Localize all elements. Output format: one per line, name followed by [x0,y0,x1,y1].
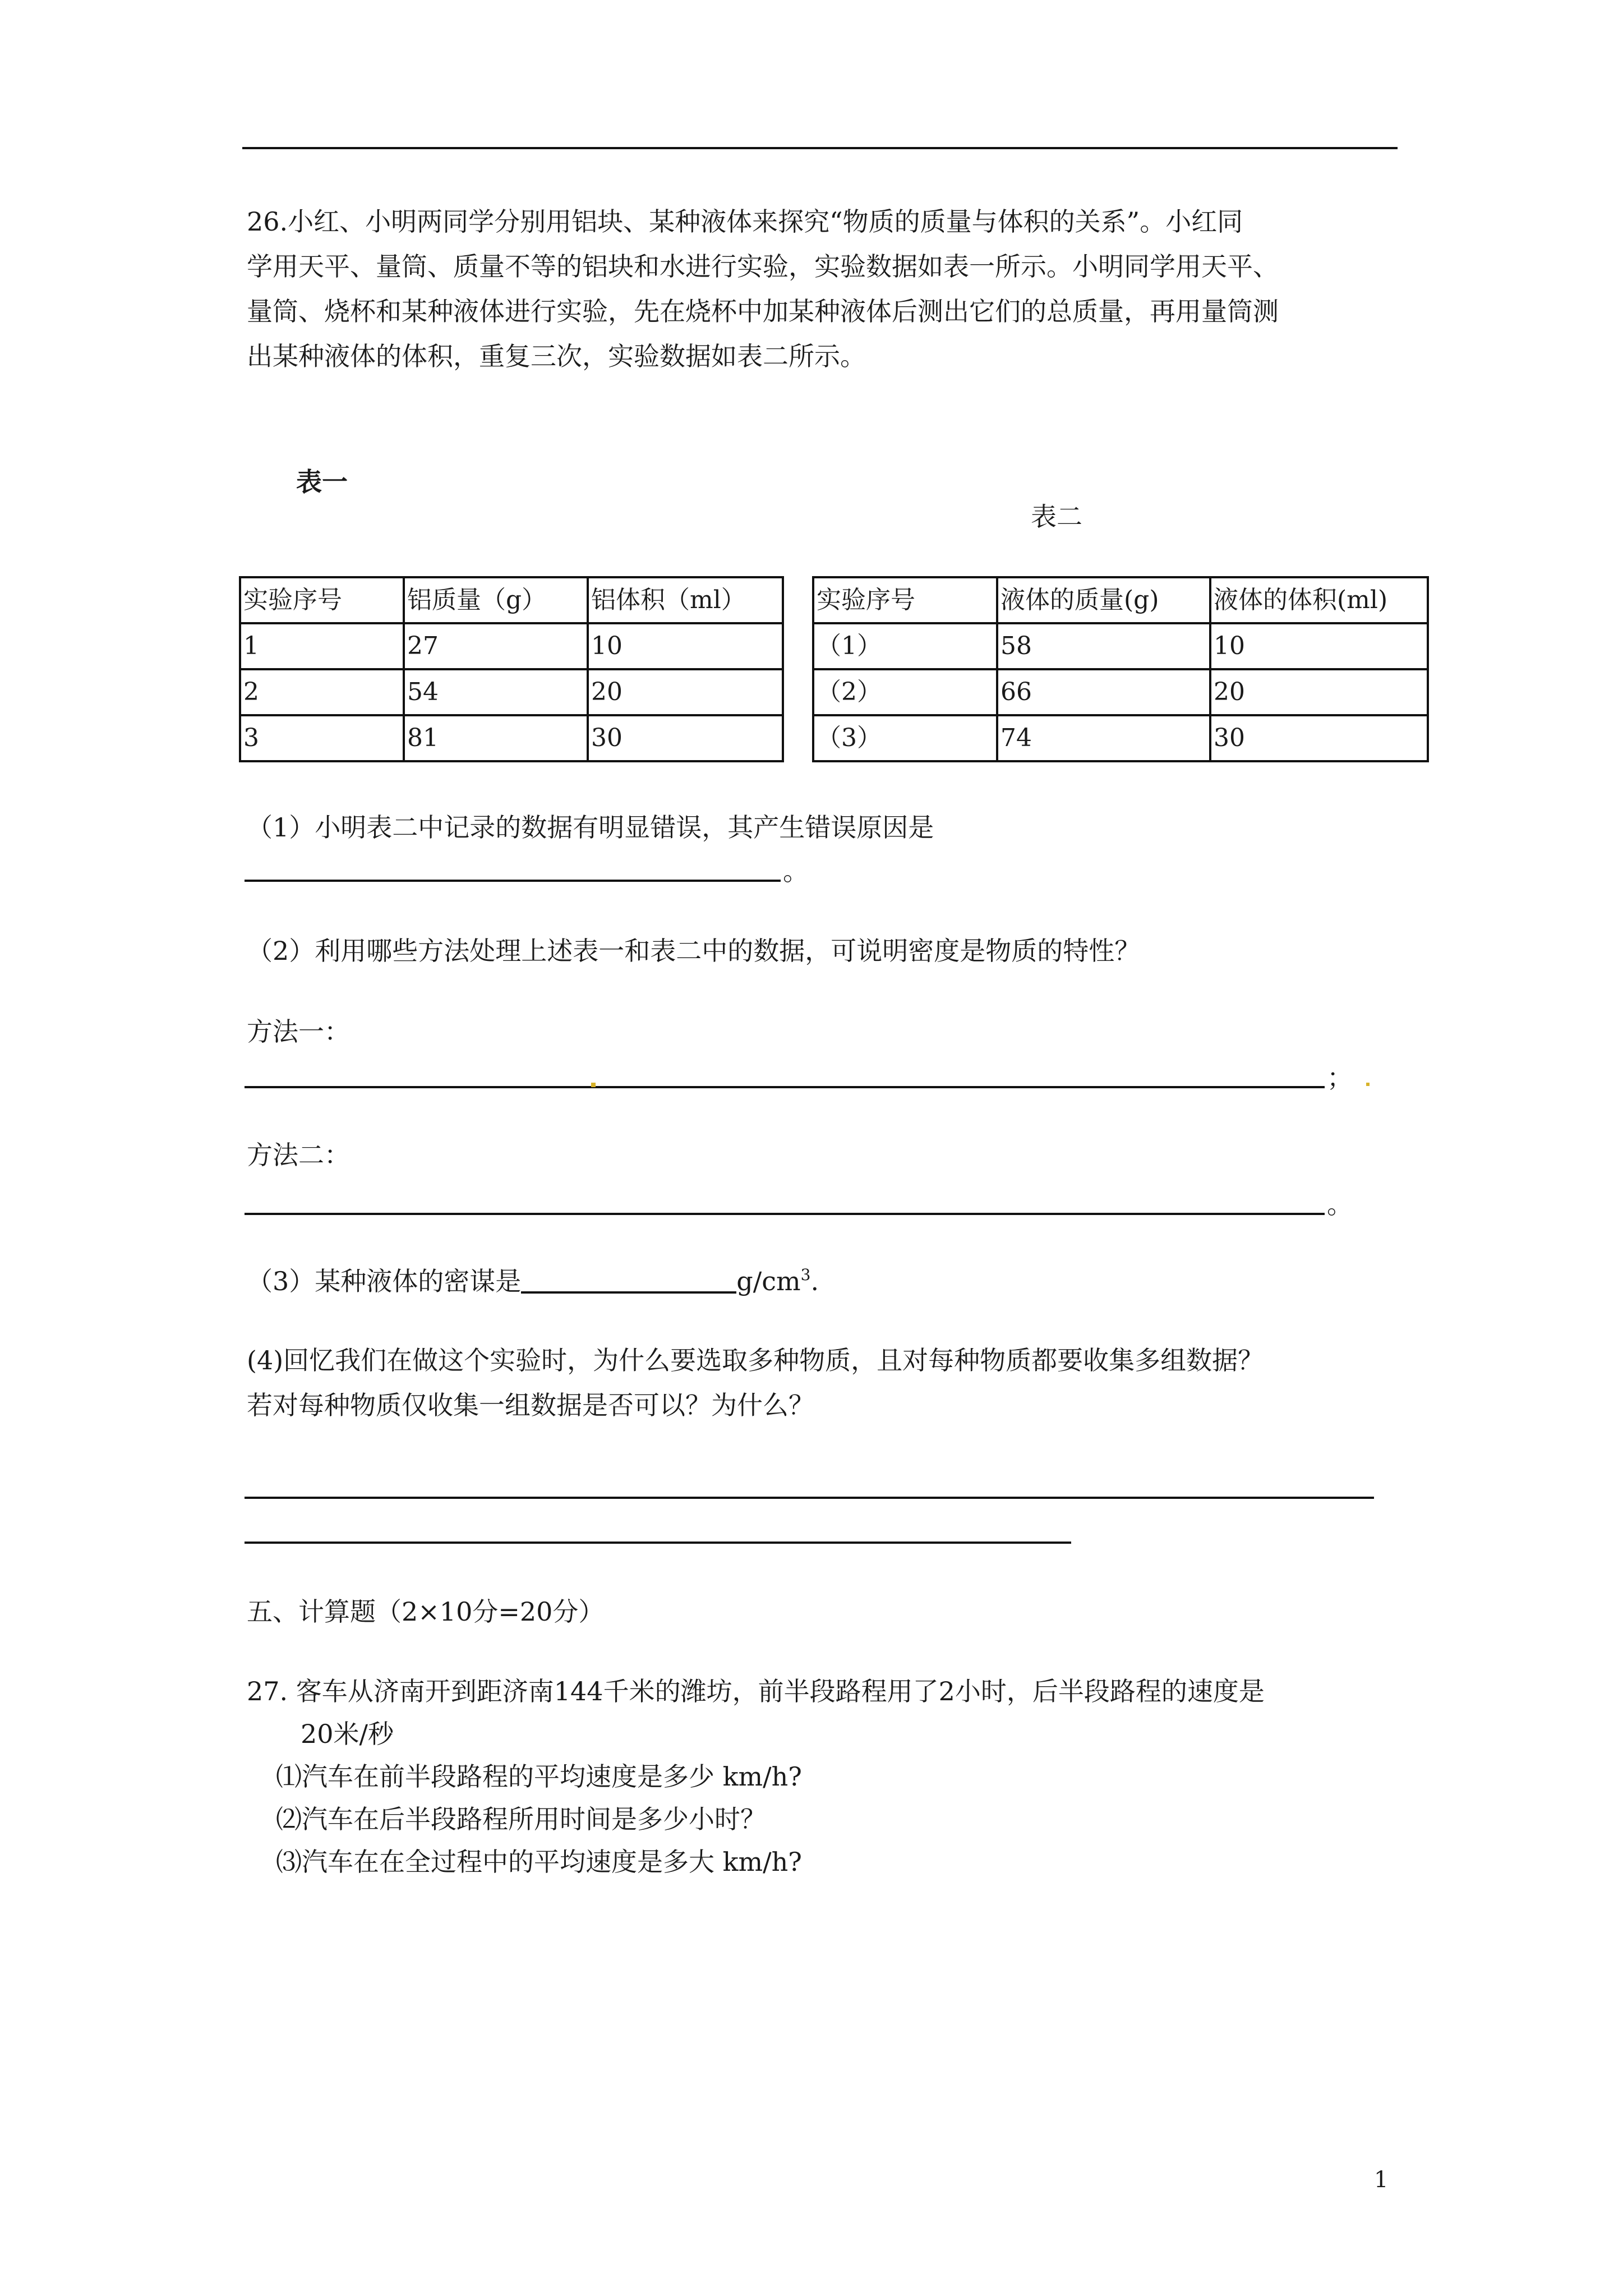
table-header-cell: 实验序号 [240,577,404,623]
table-cell: 74 [997,715,1210,761]
answer-blank-4-line-2[interactable] [245,1542,1071,1544]
answer-blank-method-1[interactable] [245,1086,1325,1088]
table-cell: 30 [1210,715,1428,761]
answer-blank-density[interactable] [521,1267,736,1294]
table-row [240,715,783,761]
table-header-row [240,577,783,623]
method-2-end: 。 [1327,1189,1353,1220]
table-header-cell: 液体的体积(ml) [1210,577,1428,623]
table-header-cell: 铝质量（g） [404,577,588,623]
table-row [813,669,1428,715]
table-cell: （1） [813,623,997,669]
table-header-cell: 铝体积（ml） [588,577,783,623]
subquestion-4-line-1: (4)回忆我们在做这个实验时，为什么要选取多种物质，且对每种物质都要收集多组数据？ [247,1345,1264,1375]
q27-line-2: 20米/秒 [301,1719,394,1749]
table-cell: 54 [404,669,588,715]
q26-line: 出某种液体的体积，重复三次，实验数据如表二所示。 [247,341,866,371]
q27-part-2: ⑵汽车在后半段路程所用时间是多少小时？ [276,1804,766,1834]
method-2-label: 方法二： [247,1140,350,1170]
page-number: 1 [1374,2167,1389,2193]
table-cell: （3） [813,715,997,761]
table-cell: 30 [588,715,783,761]
answer-blank-method-2[interactable] [245,1213,1325,1215]
answer-blank-4-line-1[interactable] [245,1497,1374,1499]
table-row [813,623,1428,669]
q26-line: 学用天平、量筒、质量不等的铝块和水进行实验，实验数据如表一所示。小明同学用天平、 [247,251,1279,282]
table-cell: 1 [240,623,404,669]
q27-line-1: 27. 客车从济南开到距济南144千米的潍坊，前半段路程用了2小时，后半段路程的速度是 [247,1676,1265,1706]
table-cell: （2） [813,669,997,715]
q26-line: 量筒、烧杯和某种液体进行实验，先在烧杯中加某种液体后测出它们的总质量，再用量筒测 [247,296,1279,326]
table-cell: 20 [588,669,783,715]
table-header-cell: 实验序号 [813,577,997,623]
section-5-title: 五、计算题（2×10分=20分） [247,1596,605,1627]
table-cell: 10 [1210,623,1428,669]
table-cell: 81 [404,715,588,761]
subquestion-1-end: 。 [783,856,809,886]
table-cell: 2 [240,669,404,715]
header-rule [242,147,1398,149]
table1-caption: 表一 [296,467,348,497]
subquestion-3 [247,1267,819,1294]
subquestion-4-line-2: 若对每种物质仅收集一组数据是否可以？为什么？ [247,1390,814,1420]
subquestion-3-suffix: . [810,1266,819,1296]
method-1-end: ； [1327,1062,1353,1093]
subquestion-3-prefix: （3）某种液体的密谋是 [247,1266,522,1296]
q27-part-1: ⑴汽车在前半段路程的平均速度是多少 km/h? [276,1761,802,1792]
density-unit-exponent: 3 [800,1266,811,1284]
table-header-cell: 液体的质量(g) [997,577,1210,623]
q27-part-3: ⑶汽车在在全过程中的平均速度是多大 km/h? [276,1847,802,1877]
table2-caption: 表二 [1031,501,1082,532]
table-row [813,715,1428,761]
method-1-label: 方法一： [247,1016,350,1047]
table-row [240,669,783,715]
table-row [240,623,783,669]
table-cell: 27 [404,623,588,669]
q26-line: 26.小红、小明两同学分别用铝块、某种液体来探究“物质的质量与体积的关系”。小红同 [247,206,1243,237]
subquestion-2: （2）利用哪些方法处理上述表一和表二中的数据，可说明密度是物质的特性？ [247,936,1141,966]
table1 [239,576,784,762]
answer-blank-1[interactable] [245,880,781,882]
density-unit: g/cm [736,1266,801,1296]
stray-dot-mark [1366,1083,1370,1086]
table-cell: 58 [997,623,1210,669]
subquestion-1: （1）小明表二中记录的数据有明显错误，其产生错误原因是 [247,812,934,843]
table-cell: 3 [240,715,404,761]
table-cell: 66 [997,669,1210,715]
stray-dot-mark [591,1083,596,1087]
table-cell: 20 [1210,669,1428,715]
table-header-row [813,577,1428,623]
table2 [812,576,1429,762]
table-cell: 10 [588,623,783,669]
